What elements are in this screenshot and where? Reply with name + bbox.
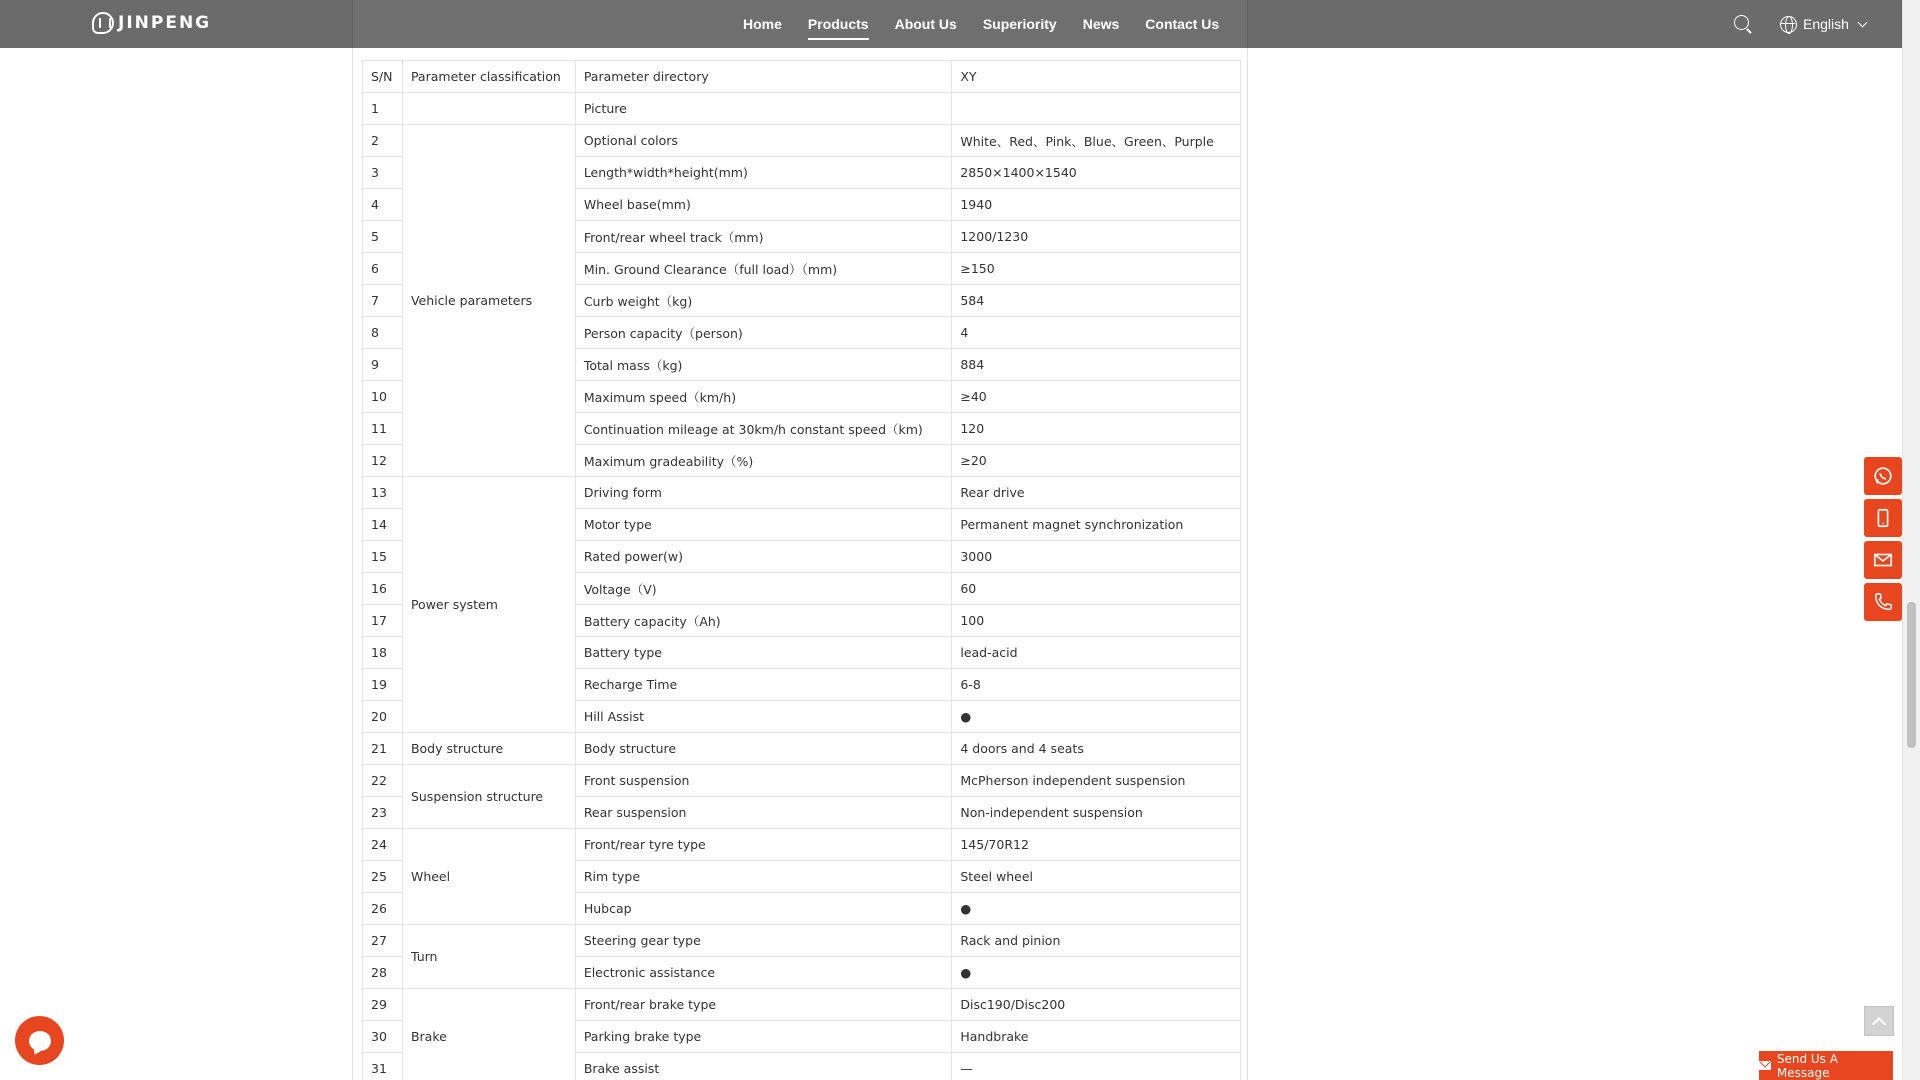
parameter-name-cell: Length*width*height(mm)	[575, 157, 952, 189]
sn-cell: 31	[363, 1053, 403, 1080]
parameter-value-cell: ≥150	[952, 253, 1241, 285]
classification-cell: Turn	[402, 925, 575, 989]
parameter-value-cell: 6-8	[952, 669, 1241, 701]
parameter-name-cell: Maximum gradeability（%)	[575, 445, 952, 477]
table-header-cell: XY	[952, 61, 1241, 93]
sn-cell: 24	[363, 829, 403, 861]
classification-cell: Body structure	[402, 733, 575, 765]
table-row	[363, 989, 1241, 1021]
parameter-value-cell: Rack and pinion	[952, 925, 1241, 957]
search-icon[interactable]	[1733, 14, 1753, 34]
parameter-value-cell: 1200/1230	[952, 221, 1241, 253]
sn-cell: 9	[363, 349, 403, 381]
parameter-value-cell: 120	[952, 413, 1241, 445]
chat-bubble-button[interactable]	[15, 1016, 64, 1065]
page-scrollbar[interactable]	[1902, 0, 1920, 1080]
sn-cell: 19	[363, 669, 403, 701]
parameter-name-cell: Battery capacity（Ah)	[575, 605, 952, 637]
logo-mark-icon	[92, 12, 114, 34]
parameter-name-cell: Motor type	[575, 509, 952, 541]
language-selector[interactable]	[1780, 14, 1866, 34]
chat-icon	[29, 1031, 51, 1051]
classification-cell: Wheel	[402, 829, 575, 925]
parameter-value-cell: ●	[952, 701, 1241, 733]
language-label: English	[1803, 16, 1849, 32]
whatsapp-icon	[1872, 465, 1894, 487]
classification-cell: Brake	[402, 989, 575, 1080]
sn-cell: 17	[363, 605, 403, 637]
parameter-name-cell: Optional colors	[575, 125, 952, 157]
sn-cell: 28	[363, 957, 403, 989]
sn-cell: 2	[363, 125, 403, 157]
sn-cell: 29	[363, 989, 403, 1021]
sn-cell: 22	[363, 765, 403, 797]
sn-cell: 23	[363, 797, 403, 829]
sn-cell: 14	[363, 509, 403, 541]
parameter-value-cell: 4	[952, 317, 1241, 349]
parameter-value-cell: 145/70R12	[952, 829, 1241, 861]
scrollbar-thumb[interactable]	[1907, 602, 1916, 748]
table-header-cell: Parameter classification	[402, 61, 575, 93]
sn-cell: 12	[363, 445, 403, 477]
table-row	[363, 829, 1241, 861]
table-row	[363, 733, 1241, 765]
sn-cell: 16	[363, 573, 403, 605]
parameter-name-cell: Hill Assist	[575, 701, 952, 733]
sn-cell: 25	[363, 861, 403, 893]
arrow-up-icon	[1872, 1016, 1886, 1030]
parameter-value-cell: Disc190/Disc200	[952, 989, 1241, 1021]
main-nav	[730, 0, 1232, 48]
table-row	[363, 925, 1241, 957]
brand-name: JINPENG	[118, 13, 212, 33]
parameter-name-cell: Wheel base(mm)	[575, 189, 952, 221]
parameter-name-cell: Front/rear tyre type	[575, 829, 952, 861]
sn-cell: 10	[363, 381, 403, 413]
whatsapp-button[interactable]	[1864, 457, 1902, 495]
mobile-button[interactable]	[1864, 499, 1902, 537]
nav-news[interactable]: News	[1082, 16, 1120, 32]
parameter-name-cell: Voltage（V)	[575, 573, 952, 605]
mobile-phone-icon	[1872, 507, 1894, 529]
parameter-name-cell: Front/rear wheel track（mm)	[575, 221, 952, 253]
send-message-label: Send Us A Message	[1776, 1051, 1838, 1080]
table-row	[363, 765, 1241, 797]
parameter-value-cell: lead-acid	[952, 637, 1241, 669]
sn-cell: 21	[363, 733, 403, 765]
parameter-value-cell: White、Red、Pink、Blue、Green、Purple	[952, 125, 1241, 157]
sn-cell: 3	[363, 157, 403, 189]
parameter-value-cell: Non-independent suspension	[952, 797, 1241, 829]
parameter-name-cell: Maximum speed（km/h)	[575, 381, 952, 413]
sn-cell: 30	[363, 1021, 403, 1053]
sn-cell: 26	[363, 893, 403, 925]
parameter-value-cell: ≥40	[952, 381, 1241, 413]
envelope-icon	[1759, 1061, 1771, 1070]
nav-superiority[interactable]: Superiority	[982, 16, 1057, 32]
parameter-value-cell: 100	[952, 605, 1241, 637]
parameter-name-cell: Min. Ground Clearance（full load）（mm)	[575, 253, 952, 285]
back-to-top-button[interactable]	[1864, 1006, 1894, 1036]
sn-cell: 27	[363, 925, 403, 957]
parameter-value-cell: 4 doors and 4 seats	[952, 733, 1241, 765]
content-column	[352, 48, 1248, 1080]
nav-about-us[interactable]: About Us	[894, 16, 957, 32]
parameter-name-cell: Picture	[575, 93, 952, 125]
parameter-value-cell: 3000	[952, 541, 1241, 573]
telephone-button[interactable]	[1864, 583, 1902, 621]
parameter-value-cell: 2850×1400×1540	[952, 157, 1241, 189]
parameter-name-cell: Curb weight（kg)	[575, 285, 952, 317]
telephone-icon	[1872, 591, 1894, 613]
parameter-name-cell: Recharge Time	[575, 669, 952, 701]
parameter-name-cell: Battery type	[575, 637, 952, 669]
table-header-cell: S/N	[363, 61, 403, 93]
brand-logo[interactable]	[92, 10, 211, 36]
table-header-row	[363, 61, 1241, 93]
parameter-name-cell: Driving form	[575, 477, 952, 509]
table-row	[363, 477, 1241, 509]
parameter-name-cell: Person capacity（person)	[575, 317, 952, 349]
sn-cell: 13	[363, 477, 403, 509]
classification-cell: Power system	[402, 477, 575, 733]
nav-products[interactable]: Products	[795, 0, 882, 48]
parameter-name-cell: Continuation mileage at 30km/h constant speed（km)	[575, 413, 952, 445]
sn-cell: 15	[363, 541, 403, 573]
parameter-value-cell: —	[952, 1053, 1241, 1080]
parameter-value-cell	[952, 93, 1241, 125]
sn-cell: 6	[363, 253, 403, 285]
chevron-down-icon	[1857, 17, 1867, 27]
parameter-name-cell: Rated power(w)	[575, 541, 952, 573]
parameter-value-cell: Permanent magnet synchronization	[952, 509, 1241, 541]
parameter-value-cell: 584	[952, 285, 1241, 317]
sn-cell: 4	[363, 189, 403, 221]
email-button[interactable]	[1864, 541, 1902, 579]
parameter-name-cell: Rim type	[575, 861, 952, 893]
nav-home[interactable]: Home	[743, 16, 782, 32]
table-row	[363, 125, 1241, 157]
parameter-value-cell: Handbrake	[952, 1021, 1241, 1053]
parameter-name-cell: Hubcap	[575, 893, 952, 925]
parameter-name-cell: Total mass（kg)	[575, 349, 952, 381]
table-row	[363, 93, 1241, 125]
parameter-name-cell: Parking brake type	[575, 1021, 952, 1053]
sn-cell: 5	[363, 221, 403, 253]
parameter-name-cell: Electronic assistance	[575, 957, 952, 989]
parameter-name-cell: Brake assist	[575, 1053, 952, 1080]
email-icon	[1872, 549, 1894, 571]
sn-cell: 1	[363, 93, 403, 125]
parameter-value-cell: ≥20	[952, 445, 1241, 477]
parameter-name-cell: Body structure	[575, 733, 952, 765]
parameter-table	[362, 60, 1241, 1080]
parameter-value-cell: 60	[952, 573, 1241, 605]
parameter-value-cell: Steel wheel	[952, 861, 1241, 893]
classification-cell	[402, 93, 575, 125]
parameter-value-cell: 1940	[952, 189, 1241, 221]
sn-cell: 11	[363, 413, 403, 445]
parameter-value-cell: ●	[952, 893, 1241, 925]
parameter-name-cell: Rear suspension	[575, 797, 952, 829]
parameter-value-cell: ●	[952, 957, 1241, 989]
send-message-button[interactable]	[1759, 1051, 1893, 1080]
parameter-name-cell: Front/rear brake type	[575, 989, 952, 1021]
sn-cell: 7	[363, 285, 403, 317]
parameter-value-cell: 884	[952, 349, 1241, 381]
table-header-cell: Parameter directory	[575, 61, 952, 93]
parameter-name-cell: Front suspension	[575, 765, 952, 797]
site-header	[0, 0, 1902, 48]
globe-icon	[1780, 16, 1797, 33]
classification-cell: Vehicle parameters	[402, 125, 575, 477]
sn-cell: 18	[363, 637, 403, 669]
classification-cell: Suspension structure	[402, 765, 575, 829]
parameter-value-cell: McPherson independent suspension	[952, 765, 1241, 797]
parameter-value-cell: Rear drive	[952, 477, 1241, 509]
sn-cell: 20	[363, 701, 403, 733]
nav-contact-us[interactable]: Contact Us	[1145, 16, 1220, 32]
parameter-name-cell: Steering gear type	[575, 925, 952, 957]
sn-cell: 8	[363, 317, 403, 349]
